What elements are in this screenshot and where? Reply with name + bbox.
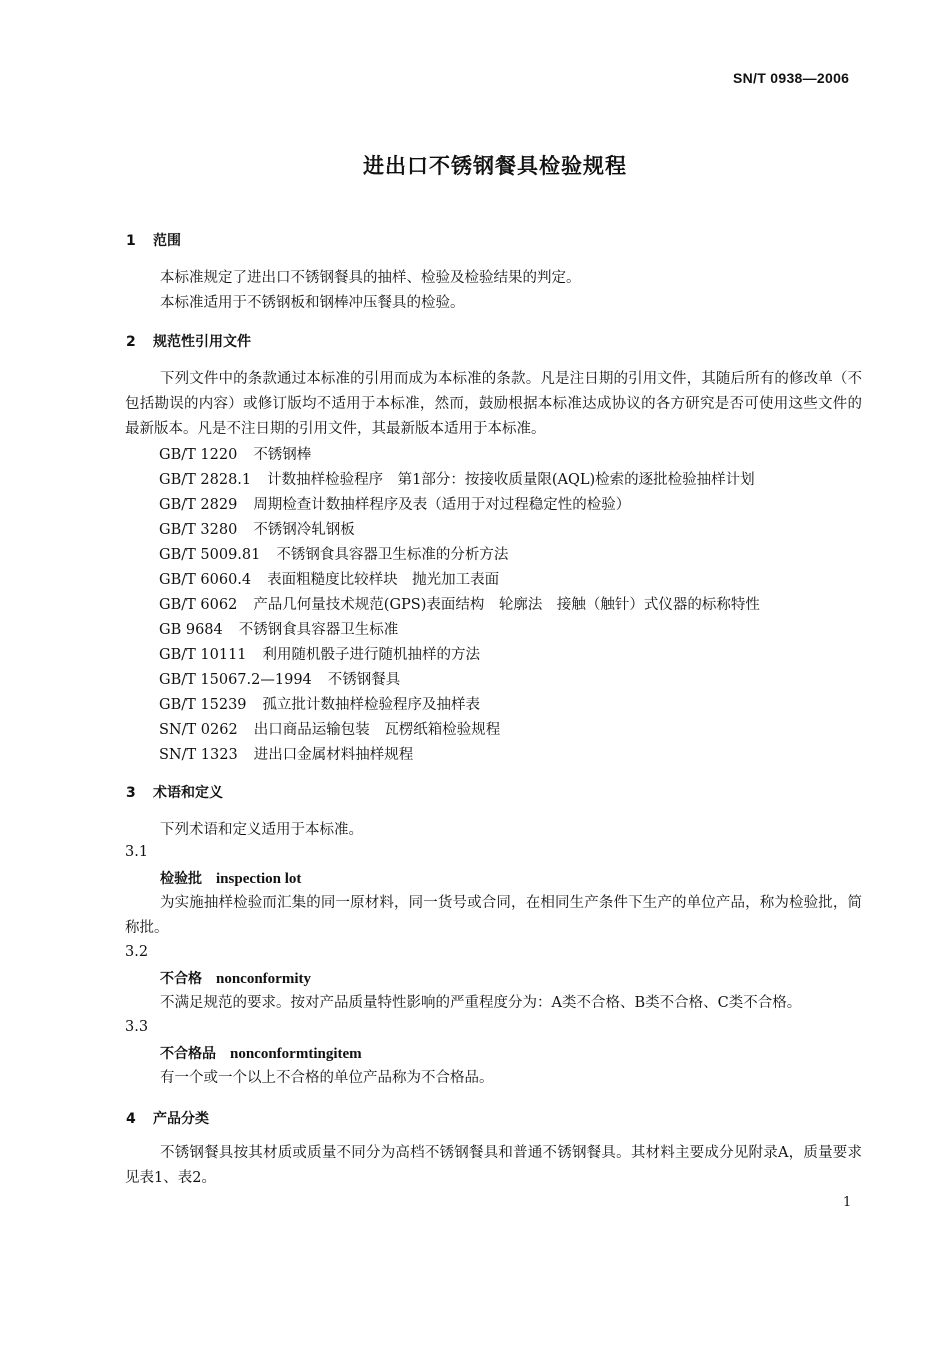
term-heading: 不合格 nonconformity [160,971,311,987]
section-4-paragraph: 不锈钢餐具按其材质或质量不同分为高档不锈钢餐具和普通不锈钢餐具。其材料主要成分见附录A，质量要求见表1、表2。 [125,1145,862,1186]
term-heading: 不合格品 nonconformtingitem [160,1046,362,1062]
document-title: 进出口不锈钢餐具检验规程 [363,154,627,178]
reference-item: SN/T 1323 进出口金属材料抽样规程 [159,747,414,763]
term-definition: 有一个或一个以上不合格的单位产品称为不合格品。 [160,1070,494,1086]
section-2-heading: 2 规范性引用文件 [126,334,251,350]
page-number: 1 [843,1195,852,1210]
section-1-paragraph: 本标准适用于不锈钢板和钢棒冲压餐具的检验。 [160,295,465,311]
reference-item: GB/T 2828.1 计数抽样检验程序 第1部分：按接收质量限(AQL)检索的逐批检验抽样计划 [159,472,755,488]
term-number: 3.2 [125,944,149,960]
term-heading: 检验批 inspection lot [160,871,302,887]
reference-item: GB/T 6060.4 表面粗糙度比较样块 抛光加工表面 [159,572,500,588]
reference-item: GB/T 6062 产品几何量技术规范(GPS)表面结构 轮廓法 接触（触针）式仪器的标称特性 [159,597,760,613]
section-3-intro: 下列术语和定义适用于本标准。 [160,822,363,838]
reference-item: GB/T 10111 利用随机骰子进行随机抽样的方法 [159,647,481,663]
section-1-paragraph: 本标准规定了进出口不锈钢餐具的抽样、检验及检验结果的判定。 [160,270,581,286]
reference-item: GB/T 15067.2—1994 不锈钢餐具 [159,672,401,688]
reference-item: GB 9684 不锈钢食具容器卫生标准 [159,622,399,638]
standard-number: SN/T 0938—2006 [733,70,850,86]
term-number: 3.1 [125,844,149,860]
section-2-intro: 下列文件中的条款通过本标准的引用而成为本标准的条款。凡是注日期的引用文件，其随后所有的修改单（不包括勘误的内容）或修订版均不适用于本标准，然而，鼓励根据本标准达成协议的各方研究是否可使用这些文件的最新版本。凡是不注日期的引用文件，其最新版本适用于本标准。 [125,371,862,437]
reference-item: GB/T 5009.81 不锈钢食具容器卫生标准的分析方法 [159,547,509,563]
reference-item: SN/T 0262 出口商品运输包装 瓦楞纸箱检验规程 [159,722,501,738]
term-definition: 为实施抽样检验而汇集的同一原材料，同一货号或合同，在相同生产条件下生产的单位产品，称为检验批，简称批。 [125,895,862,936]
section-4-heading: 4 产品分类 [126,1111,209,1127]
reference-item: GB/T 1220 不锈钢棒 [159,447,312,463]
term-number: 3.3 [125,1019,149,1035]
term-definition: 不满足规范的要求。按对产品质量特性影响的严重程度分为：A类不合格、B类不合格、C类不合格。 [160,995,802,1011]
section-3-heading: 3 术语和定义 [126,785,223,801]
reference-item: GB/T 2829 周期检查计数抽样程序及表（适用于对过程稳定性的检验） [159,497,631,513]
reference-item: GB/T 3280 不锈钢冷轧钢板 [159,522,355,538]
reference-item: GB/T 15239 孤立批计数抽样检验程序及抽样表 [159,697,481,713]
section-1-heading: 1 范围 [126,233,181,249]
